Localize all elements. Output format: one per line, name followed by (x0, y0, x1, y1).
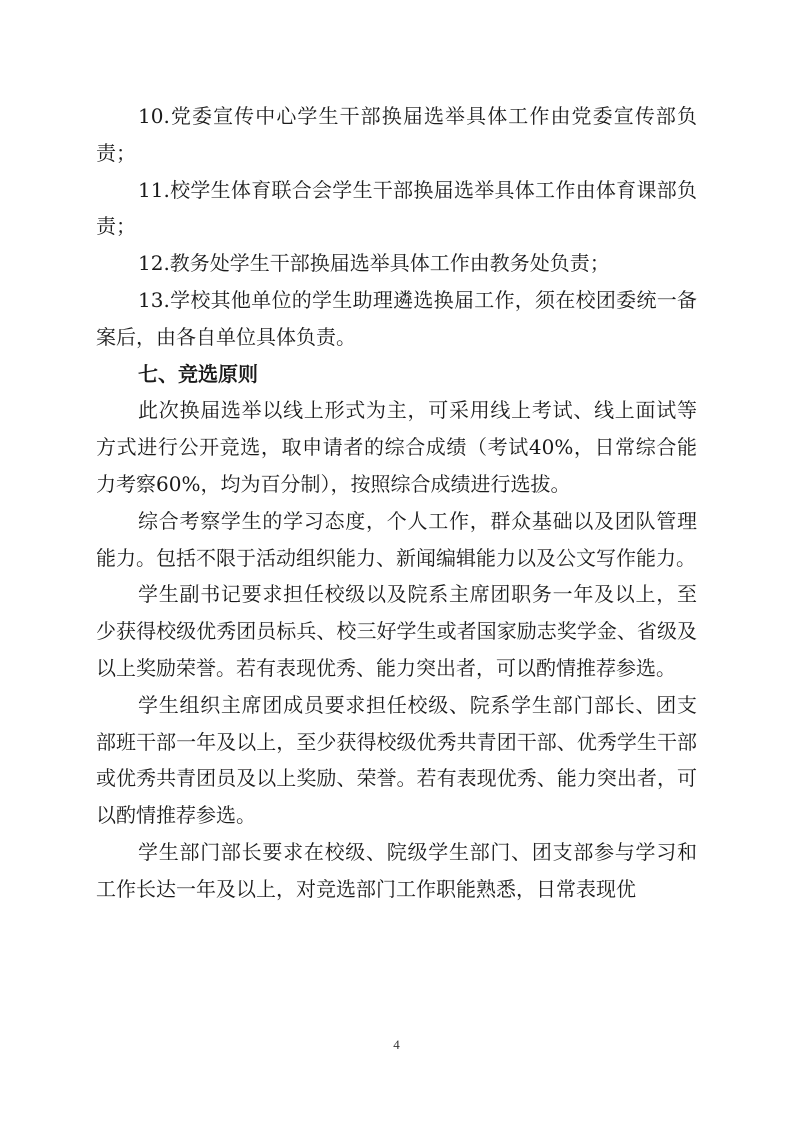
body-paragraph: 学生部门部长要求在校级、院级学生部门、团支部参与学习和工作长达一年及以上，对竞选部门工作职能熟悉，日常表现优 (96, 839, 697, 901)
list-item-10: 10.党委宣传中心学生干部换届选举具体工作由党委宣传部负责； (96, 104, 697, 165)
list-item-13: 13.学校其他单位的学生助理遴选换届工作，须在校团委统一备案后，由各自单位具体负责。 (96, 287, 697, 349)
section-heading: 七、竞选原则 (138, 361, 258, 386)
body-paragraph: 学生组织主席团成员要求担任校级、院系学生部门部长、团支部班干部一年及以上，至少获得校级优秀共青团干部、优秀学生干部或优秀共青团员及以上奖励、荣誉。若有表现优秀、能力突出者，可以酌情推荐参选。 (96, 692, 697, 828)
list-item-11: 11.校学生体育联合会学生干部换届选举具体工作由体育课部负责； (96, 177, 697, 239)
list-item-12: 12.教务处学生干部换届选举具体工作由教务处负责； (138, 251, 610, 276)
document-body (96, 98, 697, 908)
body-paragraph: 学生副书记要求担任校级以及院系主席团职务一年及以上，至少获得校级优秀团员标兵、校三好学生或者国家励志奖学金、省级及以上奖励荣誉。若有表现优秀、能力突出者，可以酌情推荐参选。 (96, 582, 697, 680)
body-paragraph: 此次换届选举以线上形式为主，可采用线上考试、线上面试等方式进行公开竞选，取申请者的综合成绩（考试40%，日常综合能力考察60%，均为百分制），按照综合成绩进行选拔。 (96, 398, 697, 496)
body-paragraph: 综合考察学生的学习态度，个人工作，群众基础以及团队管理能力。包括不限于活动组织能力、新闻编辑能力以及公文写作能力。 (96, 508, 697, 570)
page-number: 4 (393, 1037, 400, 1052)
